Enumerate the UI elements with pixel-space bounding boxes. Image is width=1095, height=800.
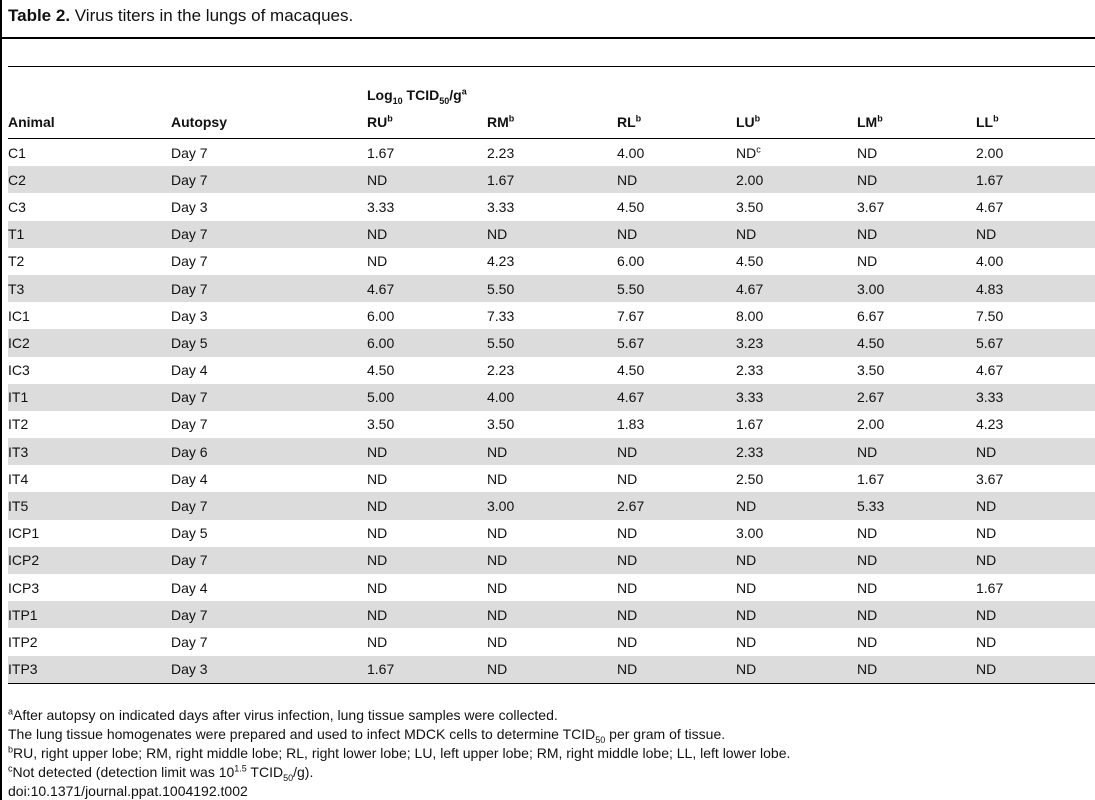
table-cell: ND bbox=[736, 547, 857, 574]
table-cell: 1.67 bbox=[976, 579, 1004, 596]
table-cell: 5.50 bbox=[487, 275, 617, 302]
table-title: Virus titers in the lungs of macaques. bbox=[70, 6, 354, 25]
table-cell: C1 bbox=[8, 144, 26, 161]
table-cell: ND bbox=[857, 253, 878, 270]
table-cell: ND bbox=[367, 253, 388, 270]
table-cell: 5.67 bbox=[976, 329, 1095, 356]
table-cell: 2.00 bbox=[736, 166, 857, 193]
table-cell: Day 7 bbox=[171, 601, 367, 628]
table-cell: ND bbox=[736, 633, 757, 650]
table-cell: 1.67 bbox=[736, 416, 764, 433]
table-cell: $ND^c$ bbox=[736, 143, 761, 161]
table-row bbox=[8, 601, 1095, 628]
column-header-rm: $RM^b$ bbox=[487, 105, 617, 139]
table-row bbox=[8, 547, 1095, 574]
table-cell: ND bbox=[367, 492, 487, 519]
table-cell: 4.67 bbox=[617, 384, 736, 411]
table-cell: ND bbox=[857, 221, 976, 248]
table-row bbox=[8, 193, 1095, 220]
table-cell: 3.00 bbox=[857, 275, 976, 302]
table-cell: 2.00 bbox=[857, 416, 885, 433]
table-cell: T3 bbox=[8, 275, 171, 302]
table-cell: 3.50 bbox=[736, 198, 764, 215]
table-cell: Day 7 bbox=[171, 221, 367, 248]
table-cell: Day 3 bbox=[171, 198, 208, 215]
table-cell: 4.00 bbox=[976, 253, 1004, 270]
table-cell: ND bbox=[487, 579, 508, 596]
table-cell: 5.67 bbox=[617, 329, 736, 356]
table-cell: Day 5 bbox=[171, 329, 367, 356]
table-cell: 7.50 bbox=[976, 307, 1004, 324]
column-header-lm: $LM^b$ bbox=[857, 105, 976, 139]
table-cell: 2.23 bbox=[487, 144, 515, 161]
table-cell: 3.67 bbox=[976, 470, 1004, 487]
table-cell: 4.50 bbox=[736, 253, 764, 270]
table-cell: IT4 bbox=[8, 470, 29, 487]
table-cell: ITP2 bbox=[8, 633, 38, 650]
table-cell: T1 bbox=[8, 221, 171, 248]
table-cell: ND bbox=[367, 221, 487, 248]
caption-divider bbox=[2, 37, 1095, 39]
table-cell: C3 bbox=[8, 198, 26, 215]
table-cell: ND bbox=[976, 547, 1095, 574]
table-row bbox=[8, 166, 1095, 193]
table-cell: ND bbox=[976, 601, 1095, 628]
table-cell: ICP1 bbox=[8, 525, 40, 542]
table-cell: IC2 bbox=[8, 329, 171, 356]
table-cell: C2 bbox=[8, 166, 171, 193]
table-cell: IT3 bbox=[8, 438, 171, 465]
table-cell: Day 7 bbox=[171, 384, 367, 411]
table-cell: ND bbox=[857, 579, 878, 596]
table-cell: ND bbox=[617, 547, 736, 574]
table-cell: ND bbox=[736, 601, 857, 628]
table-cell: 2.33 bbox=[736, 438, 857, 465]
table-cell: IT2 bbox=[8, 416, 29, 433]
table-row bbox=[8, 221, 1095, 248]
footnote-a-continued: The lung tissue homogenates were prepared and used to infect MDCK cells to determine $TCID_{50}$ per gram of tissue. bbox=[8, 726, 726, 745]
table-cell: Day 7 bbox=[171, 492, 367, 519]
table-cell: ND bbox=[367, 470, 388, 487]
table-cell: 3.67 bbox=[857, 198, 885, 215]
table-cell: IT1 bbox=[8, 384, 171, 411]
table-row bbox=[8, 492, 1095, 519]
table-cell: 6.00 bbox=[367, 329, 487, 356]
table-row bbox=[8, 302, 1095, 329]
table-cell: ND bbox=[976, 525, 997, 542]
table-cell: 3.33 bbox=[976, 384, 1095, 411]
table-cell: ND bbox=[617, 579, 638, 596]
group-header: Log$_{10}$ $TCID_{50}/g^a$ bbox=[367, 67, 1095, 106]
table-cell: ND bbox=[976, 221, 1095, 248]
table-cell: Day 5 bbox=[171, 525, 208, 542]
table-cell: ND bbox=[367, 166, 487, 193]
table-cell: 4.67 bbox=[736, 275, 857, 302]
table-cell: ND bbox=[617, 656, 736, 684]
table-cell: 2.33 bbox=[736, 362, 764, 379]
table-cell: 6.00 bbox=[367, 307, 395, 324]
table-cell: 3.33 bbox=[367, 198, 395, 215]
table-cell: ITP3 bbox=[8, 656, 171, 684]
table-cell: 3.23 bbox=[736, 329, 857, 356]
table-cell: 2.67 bbox=[857, 384, 976, 411]
column-header-ru: $RU^b$ bbox=[367, 105, 487, 139]
table-cell: 7.33 bbox=[487, 307, 515, 324]
table-caption bbox=[8, 5, 353, 27]
table-cell: Day 3 bbox=[171, 307, 208, 324]
table-cell: ND bbox=[736, 492, 857, 519]
table-cell: T2 bbox=[8, 253, 25, 270]
table-cell: 4.67 bbox=[976, 198, 1004, 215]
table-cell: 3.50 bbox=[367, 416, 395, 433]
table-cell: 4.83 bbox=[976, 275, 1095, 302]
table-cell: Day 7 bbox=[171, 144, 208, 161]
footnote-c: $^c$Not detected (detection limit was $10^{1.5}$ $TCID_{50}/g$). bbox=[8, 763, 314, 783]
table-cell: Day 7 bbox=[171, 275, 367, 302]
footnotes bbox=[8, 706, 790, 800]
column-header-autopsy: Autopsy bbox=[171, 105, 367, 139]
table-cell: ND bbox=[367, 547, 487, 574]
table-cell: Day 7 bbox=[171, 633, 208, 650]
table-cell: 3.33 bbox=[487, 198, 515, 215]
table-cell: 6.67 bbox=[857, 307, 885, 324]
table-cell: ND bbox=[976, 492, 1095, 519]
table-cell: ND bbox=[736, 221, 857, 248]
table-cell: 2.67 bbox=[617, 492, 736, 519]
table-cell: ND bbox=[857, 547, 976, 574]
table-cell: Day 7 bbox=[171, 166, 367, 193]
table-cell: ND bbox=[857, 438, 976, 465]
table-cell: ITP1 bbox=[8, 601, 171, 628]
table-cell: Day 4 bbox=[171, 579, 208, 596]
footnote-b: $^b$RU, right upper lobe; RM, right middle lobe; RL, right lower lobe; LU, left upper lobe; RM, right middle lobe; LL, left lower lobe. bbox=[8, 744, 791, 761]
table-cell: ICP3 bbox=[8, 579, 40, 596]
table-cell: ND bbox=[487, 601, 617, 628]
table-cell: ND bbox=[976, 633, 997, 650]
table-cell: ND bbox=[617, 601, 736, 628]
table-cell: ND bbox=[487, 470, 508, 487]
table-label: Table 2. bbox=[8, 6, 71, 25]
table-cell: 3.00 bbox=[487, 492, 617, 519]
table-cell: ND bbox=[617, 221, 736, 248]
group-header-row bbox=[8, 67, 1095, 106]
table-cell: IC1 bbox=[8, 307, 30, 324]
table-cell: 1.67 bbox=[857, 470, 885, 487]
table-cell: Day 4 bbox=[171, 362, 208, 379]
table-cell: ND bbox=[857, 601, 976, 628]
table-row bbox=[8, 329, 1095, 356]
table-cell: ND bbox=[976, 438, 1095, 465]
table-cell: 3.33 bbox=[736, 384, 857, 411]
table-cell: 1.67 bbox=[487, 166, 617, 193]
table-body bbox=[8, 139, 1095, 684]
table-row bbox=[8, 520, 1095, 547]
table-cell: ND bbox=[617, 438, 736, 465]
table-row bbox=[8, 139, 1095, 167]
table-cell: Day 6 bbox=[171, 438, 367, 465]
table-cell: ND bbox=[487, 525, 508, 542]
table-cell: Day 7 bbox=[171, 547, 367, 574]
table-cell: ND bbox=[617, 525, 638, 542]
table-cell: 2.50 bbox=[736, 470, 764, 487]
table-cell: Day 3 bbox=[171, 656, 367, 684]
table-cell: ND bbox=[487, 656, 617, 684]
table-row bbox=[8, 384, 1095, 411]
table-cell: 7.67 bbox=[617, 307, 645, 324]
footnote-a: $^a$After autopsy on indicated days after virus infection, lung tissue samples were collected. bbox=[8, 706, 558, 723]
table-cell: ICP2 bbox=[8, 547, 171, 574]
virus-titer-table bbox=[8, 66, 1095, 684]
table-cell: ND bbox=[487, 633, 508, 650]
table-cell: 4.50 bbox=[367, 362, 395, 379]
table-row bbox=[8, 248, 1095, 275]
table-cell: ND bbox=[487, 438, 617, 465]
table-cell: 2.23 bbox=[487, 362, 515, 379]
table-cell: 5.50 bbox=[617, 275, 736, 302]
table-cell: 4.50 bbox=[617, 362, 645, 379]
table-cell: 1.67 bbox=[367, 656, 487, 684]
table-cell: ND bbox=[367, 579, 388, 596]
doi-link[interactable]: doi:10.1371/journal.ppat.1004192.t002 bbox=[8, 783, 248, 799]
table-row bbox=[8, 357, 1095, 384]
column-header-animal: Animal bbox=[8, 105, 171, 139]
column-header-rl: $RL^b$ bbox=[617, 105, 736, 139]
table-row bbox=[8, 628, 1095, 655]
column-header-row bbox=[8, 105, 1095, 139]
column-header-lu: $LU^b$ bbox=[736, 105, 857, 139]
table-cell: 5.00 bbox=[367, 384, 487, 411]
table-cell: 2.00 bbox=[976, 144, 1004, 161]
table-cell: Day 7 bbox=[171, 253, 208, 270]
table-cell: 5.33 bbox=[857, 492, 976, 519]
table-cell: 4.50 bbox=[857, 329, 976, 356]
table-cell: ND bbox=[857, 144, 878, 161]
table-cell: ND bbox=[367, 525, 388, 542]
table-cell: 4.67 bbox=[367, 275, 487, 302]
table-cell: IC3 bbox=[8, 362, 30, 379]
table-cell: 3.50 bbox=[857, 362, 885, 379]
table-cell: ND bbox=[617, 166, 736, 193]
table-cell: 4.50 bbox=[617, 198, 645, 215]
table-cell: ND bbox=[367, 601, 487, 628]
table-cell: ND bbox=[736, 579, 757, 596]
table-cell: ND bbox=[857, 656, 976, 684]
table-cell: ND bbox=[617, 470, 638, 487]
table-cell: 4.23 bbox=[487, 253, 515, 270]
table-cell: 1.83 bbox=[617, 416, 645, 433]
table-row bbox=[8, 465, 1095, 492]
table-cell: Day 7 bbox=[171, 416, 208, 433]
table-cell: ND bbox=[857, 525, 878, 542]
table-cell: 6.00 bbox=[617, 253, 645, 270]
table-cell: 1.67 bbox=[976, 166, 1095, 193]
table-cell: 3.00 bbox=[736, 525, 764, 542]
table-cell: 4.23 bbox=[976, 416, 1004, 433]
table-row bbox=[8, 438, 1095, 465]
table-cell: ND bbox=[487, 547, 617, 574]
table-cell: 5.50 bbox=[487, 329, 617, 356]
column-header-ll: $LL^b$ bbox=[976, 105, 1095, 139]
table-row bbox=[8, 275, 1095, 302]
table-cell: ND bbox=[367, 438, 487, 465]
table-cell: 4.67 bbox=[976, 362, 1004, 379]
table-cell: 4.00 bbox=[487, 384, 617, 411]
table-cell: ND bbox=[857, 633, 878, 650]
table-cell: ND bbox=[857, 166, 976, 193]
table-cell: 3.50 bbox=[487, 416, 515, 433]
table-container bbox=[8, 66, 1095, 684]
table-row bbox=[8, 574, 1095, 601]
table-row bbox=[8, 411, 1095, 438]
table-cell: 8.00 bbox=[736, 307, 764, 324]
table-cell: Day 4 bbox=[171, 470, 208, 487]
table-cell: IT5 bbox=[8, 492, 171, 519]
table-cell: 1.67 bbox=[367, 144, 395, 161]
table-cell: 4.00 bbox=[617, 144, 645, 161]
table-row bbox=[8, 656, 1095, 684]
table-cell: ND bbox=[487, 221, 617, 248]
table-cell: ND bbox=[617, 633, 638, 650]
table-cell: ND bbox=[736, 656, 857, 684]
table-cell: ND bbox=[367, 633, 388, 650]
table-cell: ND bbox=[976, 656, 1095, 684]
